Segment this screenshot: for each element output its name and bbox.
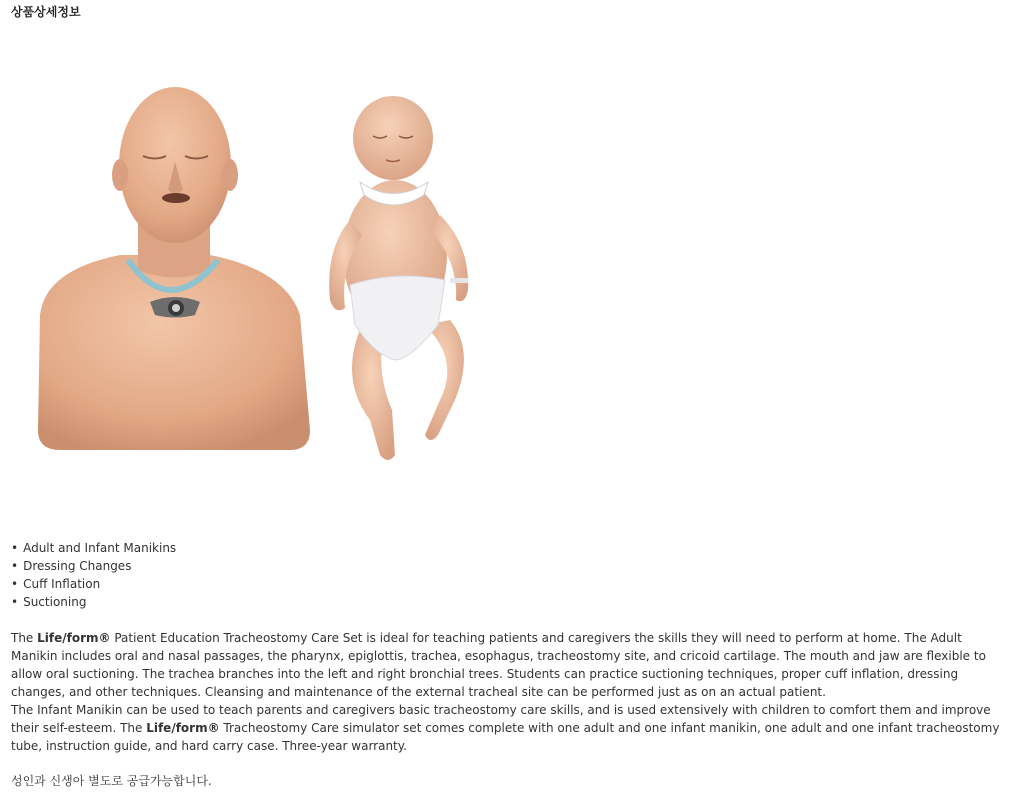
- feature-item: • Dressing Changes: [11, 557, 176, 575]
- brand-name: Life/form®: [37, 631, 111, 645]
- description-text: The: [11, 631, 38, 645]
- feature-item: • Adult and Infant Manikins: [11, 539, 176, 557]
- product-description: [11, 629, 1011, 755]
- adult-manikin: [38, 87, 310, 450]
- brand-name: Life/form®: [146, 721, 220, 735]
- supply-note: 성인과 신생아 별도로 공급가능합니다.: [11, 774, 212, 788]
- section-title: 상품상세정보: [11, 5, 81, 19]
- feature-list: [11, 539, 176, 611]
- infant-manikin: [329, 96, 468, 460]
- feature-item: • Cuff Inflation: [11, 575, 176, 593]
- description-text: Patient Education Tracheostomy Care Set is ideal for teaching patients and caregivers the skills they will need to perform at home. The Adult Manikin includes oral and nasal passages, the pharynx, epiglottis, trachea, esophagus, tracheostomy site, and cricoid cartilage. The mouth and jaw are flexible to allow oral suctioning. The trachea branches into the left and right bronchial trees. Students can practice suctioning techniques, proper cuff inflation, dressing changes, and other techniques. Cleansing and maintenance of the external tracheal site can be performed just as on an actual patient.: [11, 631, 986, 699]
- description-text: Tracheostomy Care simulator set comes complete with one adult and one infant manikin, one adult and one infant tracheostomy tube, instruction guide, and hard carry case. Three-year warranty.: [11, 721, 1000, 753]
- description-text: The Infant Manikin can be used to teach parents and caregivers basic tracheostomy care skills, and is used extensively with children to comfort them and improve their self-esteem. The: [11, 703, 991, 735]
- product-image: [10, 70, 510, 490]
- feature-item: • Suctioning: [11, 593, 176, 611]
